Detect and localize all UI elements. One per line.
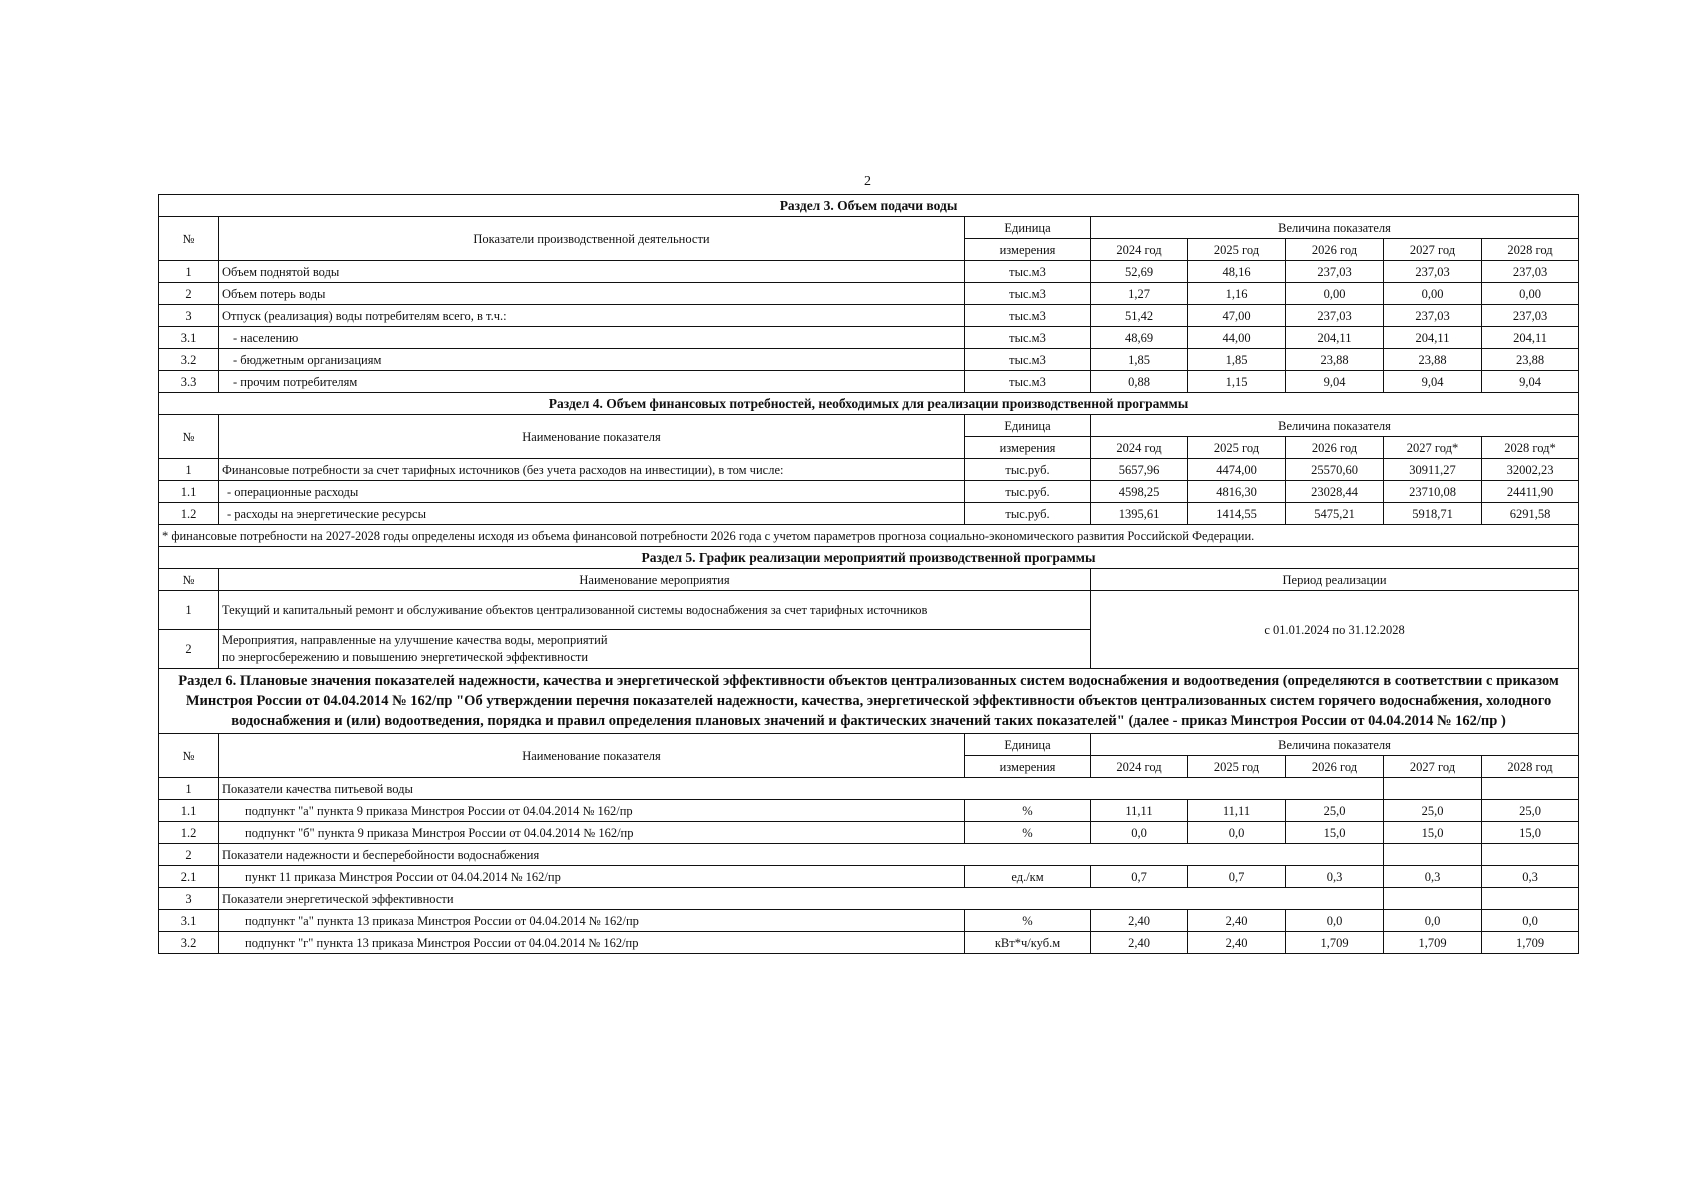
header-name: Наименование мероприятия (219, 569, 1091, 591)
row-value: 204,11 (1384, 327, 1482, 349)
row-num: 2 (159, 844, 219, 866)
page-number: 2 (864, 174, 871, 189)
row-num: 2.1 (159, 866, 219, 888)
header-unit: измерения (965, 437, 1091, 459)
row-value: 9,04 (1384, 371, 1482, 393)
row-value: 0,00 (1482, 283, 1579, 305)
row-value: 2,40 (1091, 910, 1188, 932)
header-num: № (159, 569, 219, 591)
section-title: Раздел 3. Объем подачи воды (159, 195, 1579, 217)
table-row (159, 371, 1579, 393)
row-num: 3.1 (159, 327, 219, 349)
table-row (159, 866, 1579, 888)
cell-text-line: по энергосбережению и повышению энергетической эффективности (222, 650, 589, 664)
row-value: 32002,23 (1482, 459, 1579, 481)
row-value: 15,0 (1482, 822, 1579, 844)
row-value: 0,00 (1384, 283, 1482, 305)
row-unit: тыс.м3 (965, 327, 1091, 349)
row-value: 237,03 (1286, 261, 1384, 283)
section-title: Раздел 5. График реализации мероприятий производственной программы (159, 547, 1579, 569)
header-value: Величина показателя (1091, 734, 1579, 756)
section-title-row (159, 195, 1579, 217)
row-value: 237,03 (1286, 305, 1384, 327)
row-value: 2,40 (1188, 910, 1286, 932)
row-value: 1,709 (1384, 932, 1482, 954)
note-row (159, 525, 1579, 547)
section-title: Раздел 4. Объем финансовых потребностей, необходимых для реализации производственной программы (159, 393, 1579, 415)
row-value: 24411,90 (1482, 481, 1579, 503)
row-value: 0,0 (1384, 910, 1482, 932)
row-value: 237,03 (1482, 261, 1579, 283)
row-value: 5475,21 (1286, 503, 1384, 525)
table-row (159, 591, 1579, 630)
row-name: подпункт "г" пункта 13 приказа Минстроя России от 04.04.2014 № 162/пр (219, 932, 965, 954)
row-value: 0,3 (1482, 866, 1579, 888)
table-row (159, 349, 1579, 371)
empty-cell (1384, 888, 1482, 910)
group-row (159, 888, 1579, 910)
row-value: 25,0 (1482, 800, 1579, 822)
header-year: 2026 год (1286, 239, 1384, 261)
header-num: № (159, 415, 219, 459)
group-row (159, 778, 1579, 800)
row-num: 1 (159, 591, 219, 630)
row-value: 1395,61 (1091, 503, 1188, 525)
section-title-row (159, 669, 1579, 734)
empty-cell (1482, 888, 1579, 910)
header-year: 2028 год* (1482, 437, 1579, 459)
row-value: 15,0 (1384, 822, 1482, 844)
header-value: Величина показателя (1091, 217, 1579, 239)
row-name: пункт 11 приказа Минстроя России от 04.04.2014 № 162/пр (219, 866, 965, 888)
row-value: 1,709 (1286, 932, 1384, 954)
section-title-row (159, 547, 1579, 569)
header-year: 2024 год (1091, 756, 1188, 778)
row-name: Объем поднятой воды (219, 261, 965, 283)
empty-cell (1384, 844, 1482, 866)
header-unit: Единица (965, 734, 1091, 756)
table-row (159, 305, 1579, 327)
footnote: * финансовые потребности на 2027-2028 годы определены исходя из объема финансовой потребности 2026 года с учетом параметров прогноза социально-экономического развития Российской Федерации. (159, 525, 1579, 547)
row-name: Отпуск (реализация) воды потребителям всего, в т.ч.: (219, 305, 965, 327)
table-row (159, 822, 1579, 844)
table-row (159, 327, 1579, 349)
header-year: 2027 год (1384, 756, 1482, 778)
header-row (159, 217, 1579, 239)
row-name: подпункт "б" пункта 9 приказа Минстроя России от 04.04.2014 № 162/пр (219, 822, 965, 844)
document-table (158, 194, 1579, 954)
row-value: 204,11 (1286, 327, 1384, 349)
row-num: 1 (159, 778, 219, 800)
row-value: 5657,96 (1091, 459, 1188, 481)
row-unit: % (965, 822, 1091, 844)
header-period: Период реализации (1091, 569, 1579, 591)
row-value: 4474,00 (1188, 459, 1286, 481)
header-unit: Единица (965, 415, 1091, 437)
table-row (159, 932, 1579, 954)
row-value: 0,00 (1286, 283, 1384, 305)
row-name: - прочим потребителям (219, 371, 965, 393)
header-unit: измерения (965, 239, 1091, 261)
table-row (159, 459, 1579, 481)
row-value: 237,03 (1384, 305, 1482, 327)
row-name (219, 630, 1091, 669)
row-value: 44,00 (1188, 327, 1286, 349)
row-num: 1 (159, 459, 219, 481)
row-num: 3 (159, 305, 219, 327)
row-value: 48,69 (1091, 327, 1188, 349)
row-value: 11,11 (1091, 800, 1188, 822)
header-row (159, 569, 1579, 591)
row-unit: % (965, 910, 1091, 932)
row-value: 1,27 (1091, 283, 1188, 305)
row-value: 51,42 (1091, 305, 1188, 327)
row-value: 23,88 (1482, 349, 1579, 371)
row-num: 3.1 (159, 910, 219, 932)
section-title-row (159, 393, 1579, 415)
header-unit: Единица (965, 217, 1091, 239)
row-value: 4598,25 (1091, 481, 1188, 503)
row-num: 2 (159, 630, 219, 669)
table-row (159, 800, 1579, 822)
row-num: 3 (159, 888, 219, 910)
row-value: 11,11 (1188, 800, 1286, 822)
group-row (159, 844, 1579, 866)
cell-text-line: Мероприятия, направленные на улучшение качества воды, мероприятий (222, 633, 608, 647)
header-year: 2025 год (1188, 239, 1286, 261)
row-name: Текущий и капитальный ремонт и обслуживание объектов централизованной системы водоснабжения за счет тарифных источников (219, 591, 1091, 630)
row-value: 25,0 (1384, 800, 1482, 822)
header-year: 2028 год (1482, 239, 1579, 261)
header-name: Наименование показателя (219, 415, 965, 459)
row-value: 0,7 (1091, 866, 1188, 888)
header-year: 2025 год (1188, 756, 1286, 778)
row-value: 0,0 (1482, 910, 1579, 932)
row-value: 5918,71 (1384, 503, 1482, 525)
row-value: 1414,55 (1188, 503, 1286, 525)
row-value: 0,0 (1286, 910, 1384, 932)
row-num: 3.2 (159, 349, 219, 371)
row-unit: % (965, 800, 1091, 822)
row-value: 23710,08 (1384, 481, 1482, 503)
group-name: Показатели надежности и бесперебойности водоснабжения (219, 844, 1384, 866)
row-num: 1 (159, 261, 219, 283)
table-row (159, 503, 1579, 525)
header-name: Показатели производственной деятельности (219, 217, 965, 261)
row-unit: ед./км (965, 866, 1091, 888)
row-value: 23028,44 (1286, 481, 1384, 503)
row-value: 23,88 (1384, 349, 1482, 371)
table-row (159, 283, 1579, 305)
row-value: 0,7 (1188, 866, 1286, 888)
row-value: 6291,58 (1482, 503, 1579, 525)
row-num: 1.2 (159, 822, 219, 844)
row-num: 1.1 (159, 800, 219, 822)
row-value: 15,0 (1286, 822, 1384, 844)
row-unit: тыс.руб. (965, 503, 1091, 525)
row-value: 1,16 (1188, 283, 1286, 305)
header-num: № (159, 734, 219, 778)
row-value: 204,11 (1482, 327, 1579, 349)
row-value: 9,04 (1482, 371, 1579, 393)
row-name: - населению (219, 327, 965, 349)
row-name: Объем потерь воды (219, 283, 965, 305)
row-value: 1,15 (1188, 371, 1286, 393)
row-value: 1,709 (1482, 932, 1579, 954)
row-name: - бюджетным организациям (219, 349, 965, 371)
table-row (159, 910, 1579, 932)
header-year: 2024 год (1091, 437, 1188, 459)
header-year: 2028 год (1482, 756, 1579, 778)
period-value: с 01.01.2024 по 31.12.2028 (1091, 591, 1579, 669)
group-name: Показатели качества питьевой воды (219, 778, 1384, 800)
row-value: 237,03 (1384, 261, 1482, 283)
row-unit: тыс.м3 (965, 349, 1091, 371)
row-value: 237,03 (1482, 305, 1579, 327)
header-year: 2024 год (1091, 239, 1188, 261)
row-value: 0,88 (1091, 371, 1188, 393)
row-name: - операционные расходы (219, 481, 965, 503)
row-value: 25,0 (1286, 800, 1384, 822)
row-unit: тыс.м3 (965, 371, 1091, 393)
empty-cell (1482, 844, 1579, 866)
row-value: 30911,27 (1384, 459, 1482, 481)
header-year: 2025 год (1188, 437, 1286, 459)
row-name: подпункт "а" пункта 9 приказа Минстроя России от 04.04.2014 № 162/пр (219, 800, 965, 822)
row-value: 2,40 (1188, 932, 1286, 954)
row-value: 47,00 (1188, 305, 1286, 327)
row-value: 0,3 (1286, 866, 1384, 888)
row-value: 52,69 (1091, 261, 1188, 283)
header-year: 2026 год (1286, 756, 1384, 778)
header-row (159, 734, 1579, 756)
header-num: № (159, 217, 219, 261)
table-row (159, 261, 1579, 283)
row-unit: кВт*ч/куб.м (965, 932, 1091, 954)
header-year: 2026 год (1286, 437, 1384, 459)
row-num: 2 (159, 283, 219, 305)
row-num: 3.2 (159, 932, 219, 954)
row-value: 0,0 (1188, 822, 1286, 844)
row-num: 3.3 (159, 371, 219, 393)
row-value: 23,88 (1286, 349, 1384, 371)
header-value: Величина показателя (1091, 415, 1579, 437)
header-row (159, 415, 1579, 437)
empty-cell (1384, 778, 1482, 800)
section-title: Раздел 6. Плановые значения показателей надежности, качества и энергетической эффективности объектов централизованных систем водоснабжения и водоотведения (определяются в соответствии с приказом Минстроя России от 04.04.2014 № 162/пр "Об утверждении перечня показателей надежности, качества, энергетической эффективности объектов централизованных систем горячего водоснабжения, холодного водоснабжения и (или) водоотведения, порядка и правил определения плановых значений и фактических значений таких показателей" (далее - приказ Минстроя России от 04.04.2014 № 162/пр ) (159, 669, 1579, 734)
header-year: 2027 год (1384, 239, 1482, 261)
row-unit: тыс.м3 (965, 305, 1091, 327)
table-row (159, 481, 1579, 503)
row-num: 1.2 (159, 503, 219, 525)
row-unit: тыс.м3 (965, 261, 1091, 283)
row-value: 0,3 (1384, 866, 1482, 888)
header-name: Наименование показателя (219, 734, 965, 778)
row-unit: тыс.м3 (965, 283, 1091, 305)
row-value: 1,85 (1091, 349, 1188, 371)
header-unit: измерения (965, 756, 1091, 778)
row-name: Финансовые потребности за счет тарифных источников (без учета расходов на инвестиции), в том числе: (219, 459, 965, 481)
row-value: 0,0 (1091, 822, 1188, 844)
row-num: 1.1 (159, 481, 219, 503)
row-value: 48,16 (1188, 261, 1286, 283)
row-value: 4816,30 (1188, 481, 1286, 503)
row-unit: тыс.руб. (965, 481, 1091, 503)
row-unit: тыс.руб. (965, 459, 1091, 481)
row-name: - расходы на энергетические ресурсы (219, 503, 965, 525)
row-value: 9,04 (1286, 371, 1384, 393)
row-value: 25570,60 (1286, 459, 1384, 481)
row-value: 1,85 (1188, 349, 1286, 371)
header-year: 2027 год* (1384, 437, 1482, 459)
group-name: Показатели энергетической эффективности (219, 888, 1384, 910)
row-name: подпункт "а" пункта 13 приказа Минстроя России от 04.04.2014 № 162/пр (219, 910, 965, 932)
row-value: 2,40 (1091, 932, 1188, 954)
empty-cell (1482, 778, 1579, 800)
